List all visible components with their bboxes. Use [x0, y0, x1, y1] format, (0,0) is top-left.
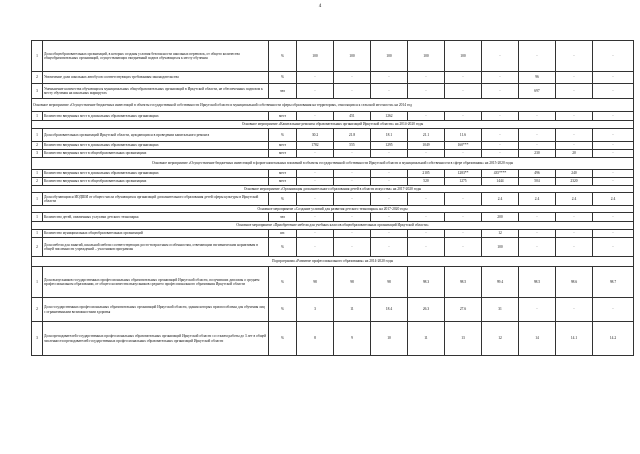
value-cell: - [371, 230, 408, 238]
section-heading-row [32, 158, 634, 170]
value-cell: 1295 [371, 142, 408, 150]
section-heading: Основное мероприятие «Организация дополнительного образования детей в области искусства» на 2017-2020 годы [32, 186, 634, 193]
indicator-name: Количество введенных мест в общеобразовательных организациях [43, 150, 269, 158]
row-number: 3 [32, 84, 43, 99]
value-cell: - [519, 41, 556, 72]
indicator-name: Количество введенных мест в дошкольных образовательных организациях [43, 170, 269, 178]
value-cell: 160*** [445, 142, 482, 150]
value-cell: 98 [297, 267, 334, 298]
value-cell: 11 [334, 298, 371, 322]
value-cell: - [482, 72, 519, 84]
value-cell: 3 [297, 298, 334, 322]
section-heading: Основное мероприятие «Приобретение мебели для учебных классов общеобразовательных организаций Иркутской области» [32, 222, 634, 230]
value-cell: - [408, 213, 445, 222]
value-cell: 21.8 [334, 129, 371, 142]
value-cell: 100 [408, 41, 445, 72]
section-heading-row [32, 206, 634, 213]
value-cell: 451 [334, 112, 371, 121]
value-cell: 1283** [445, 170, 482, 178]
value-cell: - [519, 129, 556, 142]
value-cell: - [556, 41, 593, 72]
value-cell: - [519, 213, 556, 222]
value-cell: - [334, 84, 371, 99]
value-cell: 2105 [408, 170, 445, 178]
value-cell: 26.3 [408, 298, 445, 322]
value-cell: 18.4 [371, 298, 408, 322]
row-number: 1 [32, 170, 43, 178]
unit-cell: чел [269, 84, 297, 99]
row-number: 1 [32, 112, 43, 121]
value-cell: 2.4 [593, 193, 634, 206]
unit-cell: мест [269, 142, 297, 150]
table-row [32, 72, 634, 84]
table-row [32, 142, 634, 150]
unit-cell: % [269, 72, 297, 84]
value-cell: - [445, 238, 482, 257]
value-cell: - [371, 213, 408, 222]
table-row [32, 84, 634, 99]
row-number: 1 [32, 129, 43, 142]
table-row [32, 230, 634, 238]
value-cell: 10 [371, 322, 408, 356]
value-cell: 1049 [408, 142, 445, 150]
unit-cell: мест [269, 178, 297, 186]
value-cell: - [297, 84, 334, 99]
value-cell: 14.2 [593, 322, 634, 356]
value-cell: - [445, 72, 482, 84]
value-cell: 100 [482, 238, 519, 257]
value-cell: 2.4 [556, 193, 593, 206]
value-cell: 240 [556, 170, 593, 178]
unit-cell: % [269, 129, 297, 142]
value-cell: - [593, 213, 634, 222]
value-cell: - [334, 170, 371, 178]
value-cell: 21.1 [408, 129, 445, 142]
value-cell: 9 [334, 322, 371, 356]
indicator-name: Количество введенных мест в дошкольных образовательных организациях [43, 112, 269, 121]
value-cell: - [593, 84, 634, 99]
table-row [32, 213, 634, 222]
value-cell: - [334, 178, 371, 186]
value-cell: 2.4 [482, 193, 519, 206]
indicator-name: Доля выпускников государственных профессиональных образовательных организаций Иркутской области, получивших дипломы о среднем профессиональном образовании, от общего количества выпускников среднего профессионального образования Иркутской области [43, 267, 269, 298]
value-cell: - [297, 178, 334, 186]
value-cell: 100 [371, 41, 408, 72]
unit-cell: % [269, 298, 297, 322]
section-heading-row [32, 222, 634, 230]
value-cell: 1262 [371, 112, 408, 121]
value-cell: - [297, 193, 334, 206]
section-heading: Основное мероприятие «Создание условий для развития детского технопарка» на 2017-2020 годы [32, 206, 634, 213]
value-cell: 30.2 [297, 129, 334, 142]
value-cell: - [371, 84, 408, 99]
indicator-name: Доля обучающихся ИОДШИ от общего числа обучающихся организаций дополнительного образования детей сферы культуры в Иркутской области [43, 193, 269, 206]
value-cell: 1444 [482, 178, 519, 186]
value-cell: 31 [482, 298, 519, 322]
indicator-name: Доля мебели для занятий, школьной мебели соответствующих росто-возрастным особенностям, отвечающим гигиеническим нормативам в общей численности учреждений – участников программы [43, 238, 269, 257]
value-cell: - [371, 150, 408, 158]
value-cell: - [593, 298, 634, 322]
indicator-name: Доля преподавателей государственных профессиональных образовательных организаций Иркутской области со стажем работы до 3 лет в общей численности преподавателей государственных профессиональных образовательных организаций Иркутской области [43, 322, 269, 356]
value-cell: - [297, 230, 334, 238]
indicator-name: Количество детей, охваченных услугами детского технопарка [43, 213, 269, 222]
table-row [32, 150, 634, 158]
row-number: 1 [32, 193, 43, 206]
indicator-name: Доля государственных профессиональных образовательных организаций Иркутской области, здания которых приспособлены для обучения лиц с ограниченными возможностями здоровья [43, 298, 269, 322]
value-cell: 12 [482, 322, 519, 356]
value-cell: - [593, 41, 634, 72]
value-cell: - [297, 72, 334, 84]
value-cell: - [445, 213, 482, 222]
value-cell: - [408, 150, 445, 158]
value-cell: - [371, 178, 408, 186]
indicator-name: Количество введенных мест в дошкольных образовательных организациях [43, 142, 269, 150]
value-cell: - [334, 238, 371, 257]
value-cell: 14 [519, 322, 556, 356]
value-cell: 99.4 [482, 267, 519, 298]
value-cell: - [408, 230, 445, 238]
unit-cell: % [269, 193, 297, 206]
row-number: 1 [32, 41, 43, 72]
row-number: 3 [32, 322, 43, 356]
table-row [32, 41, 634, 72]
value-cell: - [593, 129, 634, 142]
value-cell: - [556, 213, 593, 222]
value-cell: 98.6 [556, 267, 593, 298]
value-cell: 2320 [556, 178, 593, 186]
row-number: 2 [32, 142, 43, 150]
row-number: 2 [32, 238, 43, 257]
value-cell: - [371, 170, 408, 178]
value-cell: - [556, 112, 593, 121]
value-cell: - [593, 230, 634, 238]
table-row [32, 298, 634, 322]
table-row [32, 129, 634, 142]
table-body [32, 41, 634, 356]
value-cell: 435**** [482, 170, 519, 178]
value-cell: - [445, 112, 482, 121]
value-cell: - [445, 150, 482, 158]
value-cell: 98.7 [593, 267, 634, 298]
value-cell: 230 [519, 150, 556, 158]
value-cell: - [593, 238, 634, 257]
value-cell: - [519, 112, 556, 121]
value-cell: - [408, 112, 445, 121]
value-cell: - [371, 238, 408, 257]
unit-cell: % [269, 238, 297, 257]
table-row [32, 170, 634, 178]
value-cell: 11 [408, 322, 445, 356]
value-cell: 1782 [297, 142, 334, 150]
page-number: 4 [318, 4, 322, 9]
table-row [32, 112, 634, 121]
value-cell: - [408, 84, 445, 99]
value-cell: - [519, 238, 556, 257]
unit-cell: шт. [269, 230, 297, 238]
value-cell: 520 [408, 178, 445, 186]
value-cell: - [519, 142, 556, 150]
unit-cell: % [269, 267, 297, 298]
value-cell: - [445, 84, 482, 99]
value-cell: - [408, 238, 445, 257]
indicator-name: Увеличение доли школьных автобусов соответствующих требованиям законодательства [43, 72, 269, 84]
value-cell: - [556, 72, 593, 84]
value-cell: - [445, 230, 482, 238]
value-cell: - [334, 213, 371, 222]
section-heading-row [32, 186, 634, 193]
value-cell: 1275 [445, 178, 482, 186]
row-number: 3 [32, 150, 43, 158]
section-heading: Основное мероприятие «Осуществление бюджетных инвестиций в форме капитальных вложений в объекты государственной собственности Иркутской области и муниципальной собственности в сфере образования» на 2015-2020 годы [32, 158, 634, 170]
value-cell: 18.1 [371, 129, 408, 142]
value-cell: - [482, 129, 519, 142]
value-cell: - [334, 150, 371, 158]
value-cell: - [371, 193, 408, 206]
value-cell: 98 [334, 267, 371, 298]
table-row [32, 322, 634, 356]
unit-cell: мест [269, 112, 297, 121]
indicator-name: Доля общеобразовательных организаций, в которых созданы условия безопасности школьных перевозок, от общего количества общеобразовательных организаций, осуществляющих ежедневный подвоз обучающихся к месту обучения [43, 41, 269, 72]
value-cell: - [408, 193, 445, 206]
value-cell: - [482, 41, 519, 72]
value-cell: 504 [519, 178, 556, 186]
table-row [32, 267, 634, 298]
value-cell: - [556, 298, 593, 322]
row-number: 2 [32, 178, 43, 186]
value-cell: - [445, 193, 482, 206]
value-cell: - [297, 238, 334, 257]
unit-cell: мест [269, 170, 297, 178]
value-cell: - [334, 72, 371, 84]
unit-cell: % [269, 41, 297, 72]
unit-cell: % [269, 322, 297, 356]
row-number: 1 [32, 230, 43, 238]
value-cell: 14.1 [556, 322, 593, 356]
section-heading: Основное мероприятие «Осуществление бюджетных инвестиций в объекты государственной собственности Иркутской области и муниципальной собственности сферы образования на территориях, относящихся к сельской местности» на 2014 год [32, 99, 634, 112]
row-number: 2 [32, 298, 43, 322]
unit-cell: чел [269, 213, 297, 222]
value-cell: - [371, 72, 408, 84]
value-cell: - [334, 230, 371, 238]
table-row [32, 178, 634, 186]
value-cell: - [297, 112, 334, 121]
row-number: 1 [32, 213, 43, 222]
table-row [32, 238, 634, 257]
value-cell: 98 [371, 267, 408, 298]
value-cell: 11.6 [445, 129, 482, 142]
indicator-name: Доля образовательных организаций Иркутской области, нуждающихся в проведении капитального ремонта [43, 129, 269, 142]
table-row [32, 193, 634, 206]
value-cell: 12 [482, 230, 519, 238]
value-cell: - [297, 170, 334, 178]
value-cell: - [482, 112, 519, 121]
value-cell: - [593, 178, 634, 186]
value-cell: - [556, 238, 593, 257]
row-number: 2 [32, 72, 43, 84]
value-cell: - [297, 213, 334, 222]
indicators-table [31, 40, 634, 356]
value-cell: - [556, 84, 593, 99]
value-cell: 496 [519, 170, 556, 178]
row-number: 1 [32, 267, 43, 298]
indicator-name: Уменьшение количества обучающихся муниципальных общеобразовательных организаций в Иркутской области, не обеспеченных подвозом к месту обучения на школьных маршрутах [43, 84, 269, 99]
value-cell: 200 [482, 213, 519, 222]
value-cell: - [593, 112, 634, 121]
value-cell: 13 [445, 322, 482, 356]
value-cell: - [482, 84, 519, 99]
value-cell: 98.5 [445, 267, 482, 298]
indicator-name: Количество введенных мест в общеобразовательных организациях [43, 178, 269, 186]
value-cell: - [593, 142, 634, 150]
value-cell: - [556, 230, 593, 238]
value-cell: 555 [334, 142, 371, 150]
section-heading-row [32, 257, 634, 267]
value-cell: - [297, 150, 334, 158]
value-cell: - [408, 72, 445, 84]
value-cell: - [482, 142, 519, 150]
value-cell: 100 [334, 41, 371, 72]
value-cell: 96 [519, 72, 556, 84]
value-cell: 2.4 [519, 193, 556, 206]
value-cell: 100 [445, 41, 482, 72]
section-heading-row [32, 99, 634, 112]
value-cell: - [334, 193, 371, 206]
value-cell: 98.5 [519, 267, 556, 298]
value-cell: 27.6 [445, 298, 482, 322]
value-cell: 98.3 [408, 267, 445, 298]
value-cell: 697 [519, 84, 556, 99]
value-cell: 8 [297, 322, 334, 356]
value-cell: - [519, 298, 556, 322]
section-heading: Подпрограмма «Развитие профессионального образования» на 2014-2020 годы [32, 257, 634, 267]
value-cell: - [556, 129, 593, 142]
value-cell: - [482, 150, 519, 158]
value-cell: - [519, 230, 556, 238]
indicator-name: Количество муниципальных общеобразовательных организаций [43, 230, 269, 238]
section-heading: Основное мероприятие «Капитальные ремонты образовательных организаций Иркутской области» на 2014-2020 годы [32, 121, 634, 129]
value-cell: - [556, 142, 593, 150]
value-cell: 20 [556, 150, 593, 158]
value-cell: - [593, 150, 634, 158]
section-heading-row [32, 121, 634, 129]
value-cell: - [593, 170, 634, 178]
value-cell: 100 [297, 41, 334, 72]
unit-cell: мест [269, 150, 297, 158]
value-cell: - [593, 72, 634, 84]
